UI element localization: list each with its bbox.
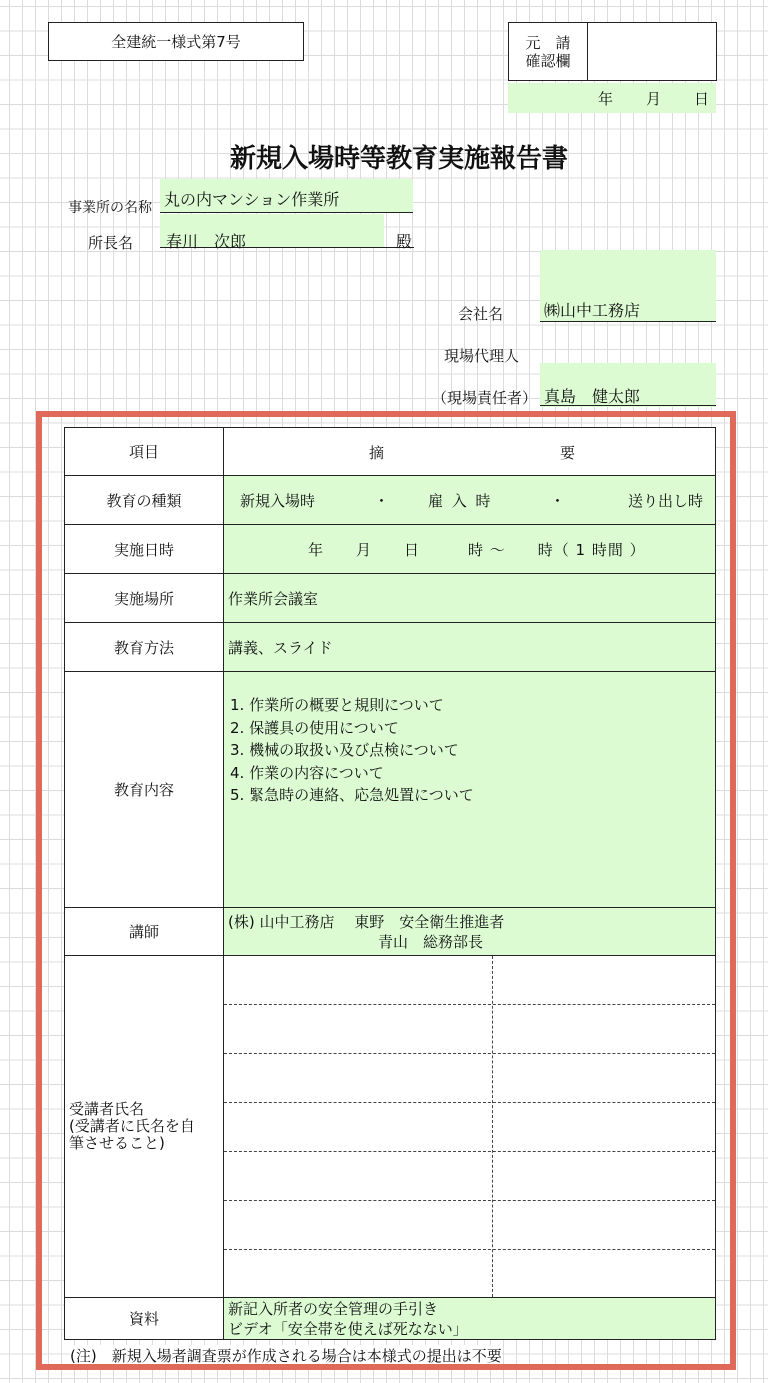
director-name-value: 春川 次郎 [166,232,247,251]
content-item-1: 1. 作業所の概要と規則について [230,696,444,714]
header-summary-left: 摘 [369,444,385,462]
director-underline [160,214,414,251]
materials-line-1: 新記入所者の安全管理の手引き [228,1299,439,1318]
materials-label: 資料 [65,1298,224,1340]
instructor-label: 講師 [65,908,224,956]
site-agent-label: 現場代理人 [444,347,520,365]
confirm-label [509,23,588,80]
instructor-line-1: (株) 山中工務店 東野 安全衛生推進者 [228,912,505,931]
content-item-3: 3. 機械の取扱い及び点検について [230,741,459,759]
materials-line-2: ビデオ「安全帯を使えば死なない」 [228,1319,468,1338]
content-item-4: 4. 作業の内容について [230,763,384,782]
attendees-label-line1: 受講者氏名 [69,1100,145,1118]
instructor-line-2: 青山 総務部長 [378,932,484,951]
content-item-2: 2. 保護具の使用について [230,718,399,737]
header-item: 項目 [65,428,224,476]
education-type-option-hire[interactable]: 雇 入 時 [428,492,493,510]
attendees-label-line3: 筆させること) [69,1134,165,1152]
highlight-frame [36,411,736,1370]
content-item-5: 5. 緊急時の連絡、応急処置について [230,786,474,804]
confirm-label-line1: 元 請 [525,33,571,52]
education-type-option-dispatch[interactable]: 送り出し時 [628,492,704,510]
date-field[interactable] [508,83,716,113]
footnote: (注) 新規入場者調査票が作成される場合は本様式の提出は不要 [70,1347,502,1365]
confirm-stamp-area[interactable] [588,23,716,80]
form-id-box [48,22,304,61]
company-label: 会社名 [458,305,504,323]
confirm-label-line2: 確認欄 [525,51,571,70]
datetime-value[interactable]: 年 月 日 時 ～ 時（ 1 時間 ） [224,525,716,574]
site-manager-value: 真島 健太郎 [544,387,641,406]
site-manager-field[interactable] [540,384,716,406]
company-name-field[interactable] [540,298,716,322]
office-label: 事業所の名称 [68,200,152,216]
education-type-option-new[interactable]: 新規入場時 [240,492,316,510]
attendees-label-line2: (受講者に氏名を自 [69,1117,195,1135]
company-name-value: ㈱山中工務店 [544,301,641,320]
place-value[interactable]: 作業所会議室 [224,574,716,623]
office-name-value: 丸の内マンション作業所 [164,190,340,209]
header-summary-right: 要 [560,444,576,462]
director-label: 所長名 [88,234,134,252]
separator-dot-2: ・ [550,492,566,510]
datetime-label: 実施日時 [65,525,224,574]
education-type-label: 教育の種類 [65,476,224,525]
separator-dot-1: ・ [374,492,390,510]
office-name-field[interactable] [160,179,413,213]
confirm-box [508,22,717,81]
site-manager-label: （現場責任者） [432,389,538,407]
date-text: 年 月 日 [597,89,710,108]
document-title: 新規入場時等教育実施報告書 [230,144,569,174]
content-label: 教育内容 [65,672,224,908]
form-id-label: 全建統一様式第7号 [111,33,241,51]
method-label: 教育方法 [65,623,224,672]
place-label: 実施場所 [65,574,224,623]
director-suffix: 殿 [396,232,413,251]
method-value[interactable]: 講義、スライド [224,623,716,672]
